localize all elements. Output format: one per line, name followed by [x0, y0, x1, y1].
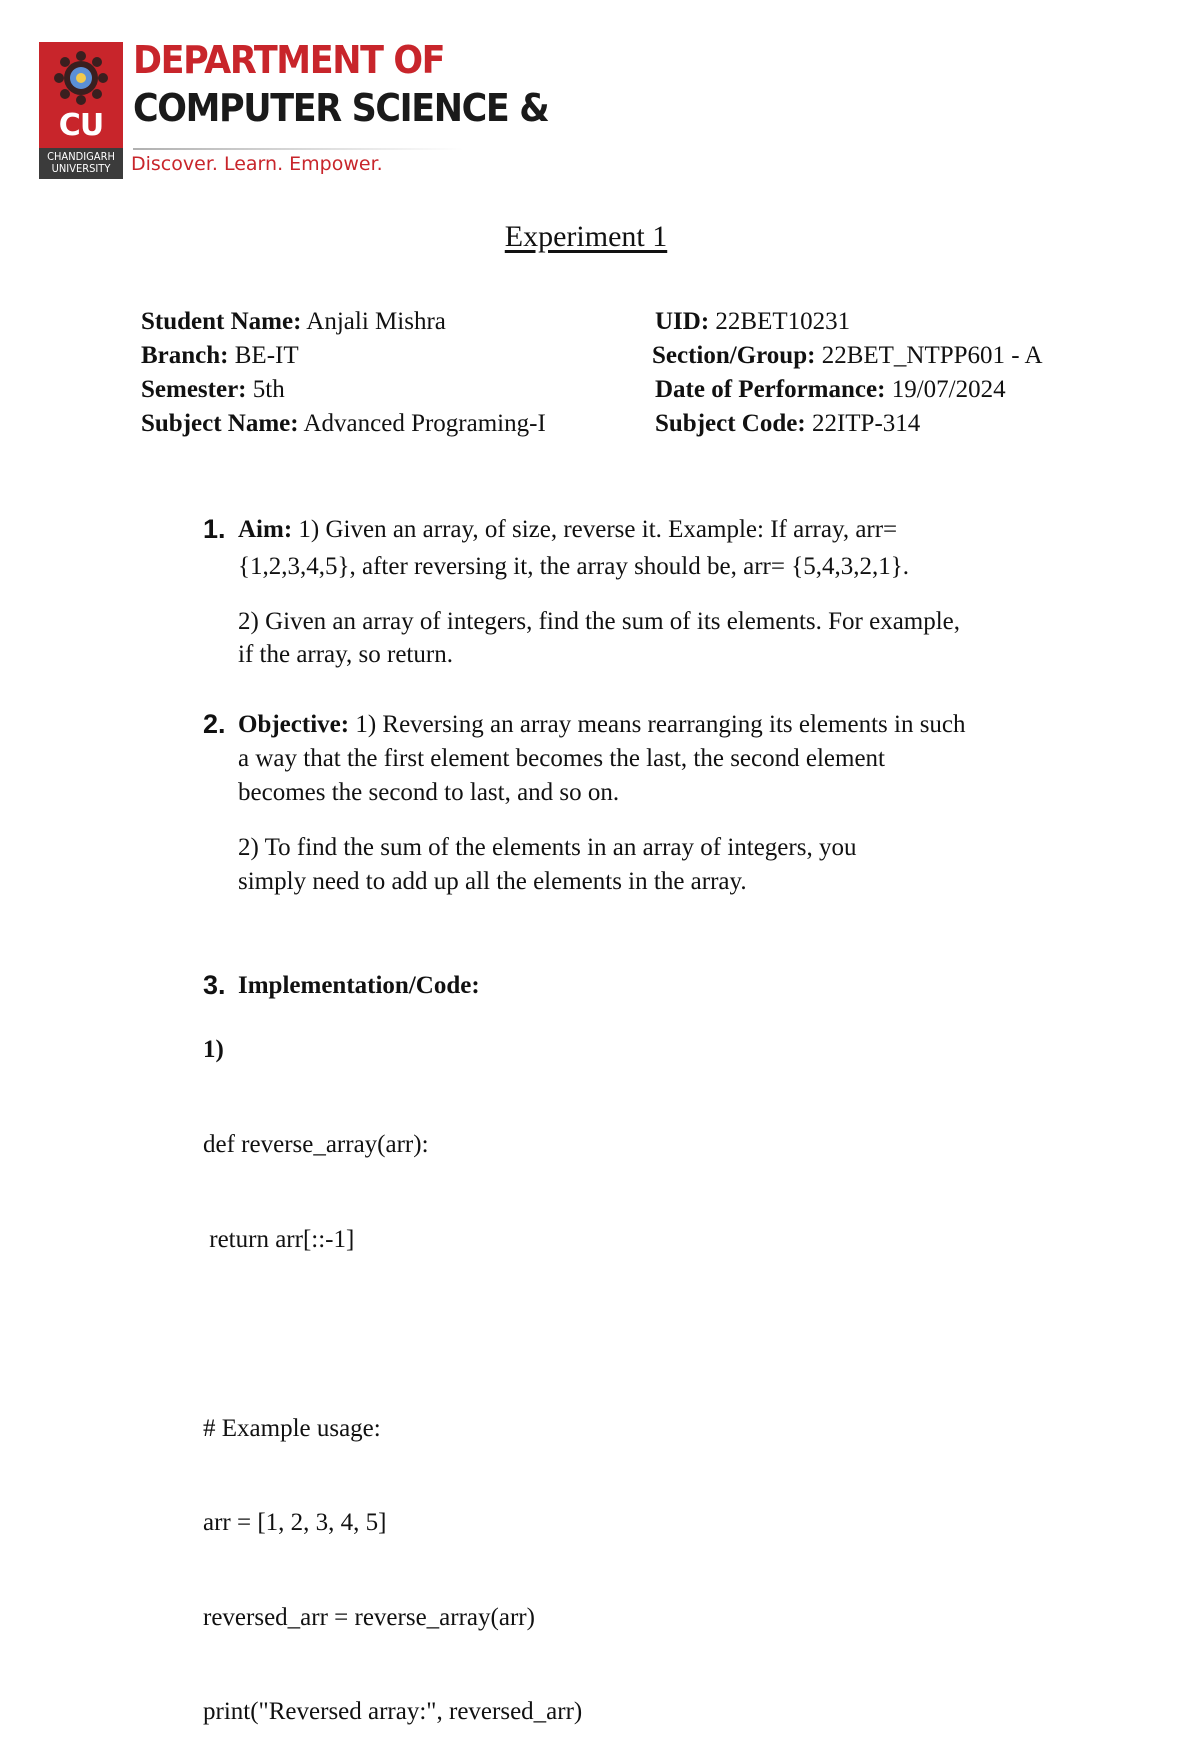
logo-university-line1: CHANDIGARH: [47, 150, 115, 163]
objective-number: 2.: [203, 709, 226, 739]
objective-p1-line3: becomes the second to last, and so on.: [238, 779, 620, 806]
semester-label: Semester:: [141, 376, 247, 403]
logo-university-name: [39, 148, 123, 179]
subject-code-value: 22ITP-314: [811, 410, 921, 437]
branch-label: Branch:: [141, 342, 229, 369]
logo-red-panel: [39, 42, 123, 148]
aim-label: Aim:: [238, 516, 293, 543]
branch-value: BE-IT: [234, 342, 299, 369]
logo-university-line2: UNIVERSITY: [51, 162, 111, 175]
subject-name-label: Subject Name:: [141, 410, 299, 437]
student-name-label: Student Name:: [141, 308, 302, 335]
implementation-heading: [238, 972, 480, 1000]
uid-label: UID:: [655, 308, 710, 335]
objective-p1-line2: a way that the first element becomes the last, the second element: [238, 745, 885, 772]
code-line: def reverse_array(arr):: [203, 1131, 429, 1158]
date-label: Date of Performance:: [655, 376, 886, 403]
student-name-value: Anjali Mishra: [306, 308, 446, 335]
aim-p1-line2: {1,2,3,4,5}, after reversing it, the array should be, arr= {5,4,3,2,1}.: [238, 553, 909, 580]
objective-p2-line2: simply need to add up all the elements in the array.: [238, 868, 747, 895]
university-logo: [39, 42, 123, 179]
objective-line1: [238, 711, 966, 739]
implementation-label: Implementation/Code:: [238, 972, 480, 999]
page-title: Experiment 1: [504, 220, 668, 253]
code-line: # Example usage:: [203, 1414, 381, 1442]
aim-p1-line1: 1) Given an array, of size, reverse it. Example: If array, arr=: [298, 516, 898, 543]
date-row: [655, 376, 1006, 404]
code-number: 1): [203, 1036, 224, 1063]
gear-emblem-icon: [51, 48, 111, 108]
header-divider: [133, 148, 463, 150]
objective-p1-line1: 1) Reversing an array means rearranging its elements in such: [355, 711, 966, 738]
code-line: return arr[::-1]: [203, 1225, 355, 1253]
code-line: [203, 1318, 582, 1350]
section-row: [652, 342, 1043, 370]
semester-row: [141, 376, 285, 404]
code-line: reversed_arr = reverse_array(arr): [203, 1603, 535, 1631]
uid-row: [655, 308, 850, 336]
implementation-number: 3.: [203, 970, 226, 1000]
logo-letters: CU: [58, 108, 104, 143]
department-heading-line2: COMPUTER SCIENCE &: [133, 86, 549, 130]
section-label: Section/Group:: [652, 342, 816, 369]
subject-name-row: [141, 410, 546, 438]
department-heading-line1: DEPARTMENT OF: [133, 38, 445, 82]
subject-code-row: [655, 410, 920, 438]
section-value: 22BET_NTPP601 - A: [821, 342, 1043, 369]
branch-row: [141, 342, 299, 370]
code-line: print("Reversed array:", reversed_arr): [203, 1698, 583, 1725]
objective-p2-line1: 2) To find the sum of the elements in an array of integers, you: [238, 834, 857, 861]
objective-label: Objective:: [238, 711, 350, 738]
aim-p2-line2: if the array, so return.: [238, 641, 453, 668]
subject-code-label: Subject Code:: [655, 410, 806, 437]
aim-line1: [238, 516, 897, 544]
aim-p2-line1: 2) Given an array of integers, find the sum of its elements. For example,: [238, 608, 961, 635]
code-line: arr = [1, 2, 3, 4, 5]: [203, 1509, 387, 1536]
subject-name-value: Advanced Programing-I: [303, 410, 546, 437]
date-value: 19/07/2024: [891, 376, 1006, 403]
code-block: [203, 1066, 582, 1759]
aim-number: 1.: [203, 514, 226, 544]
uid-value: 22BET10231: [715, 308, 851, 335]
student-name-row: [141, 308, 446, 336]
semester-value: 5th: [252, 376, 285, 403]
tagline: Discover. Learn. Empower.: [131, 153, 383, 175]
